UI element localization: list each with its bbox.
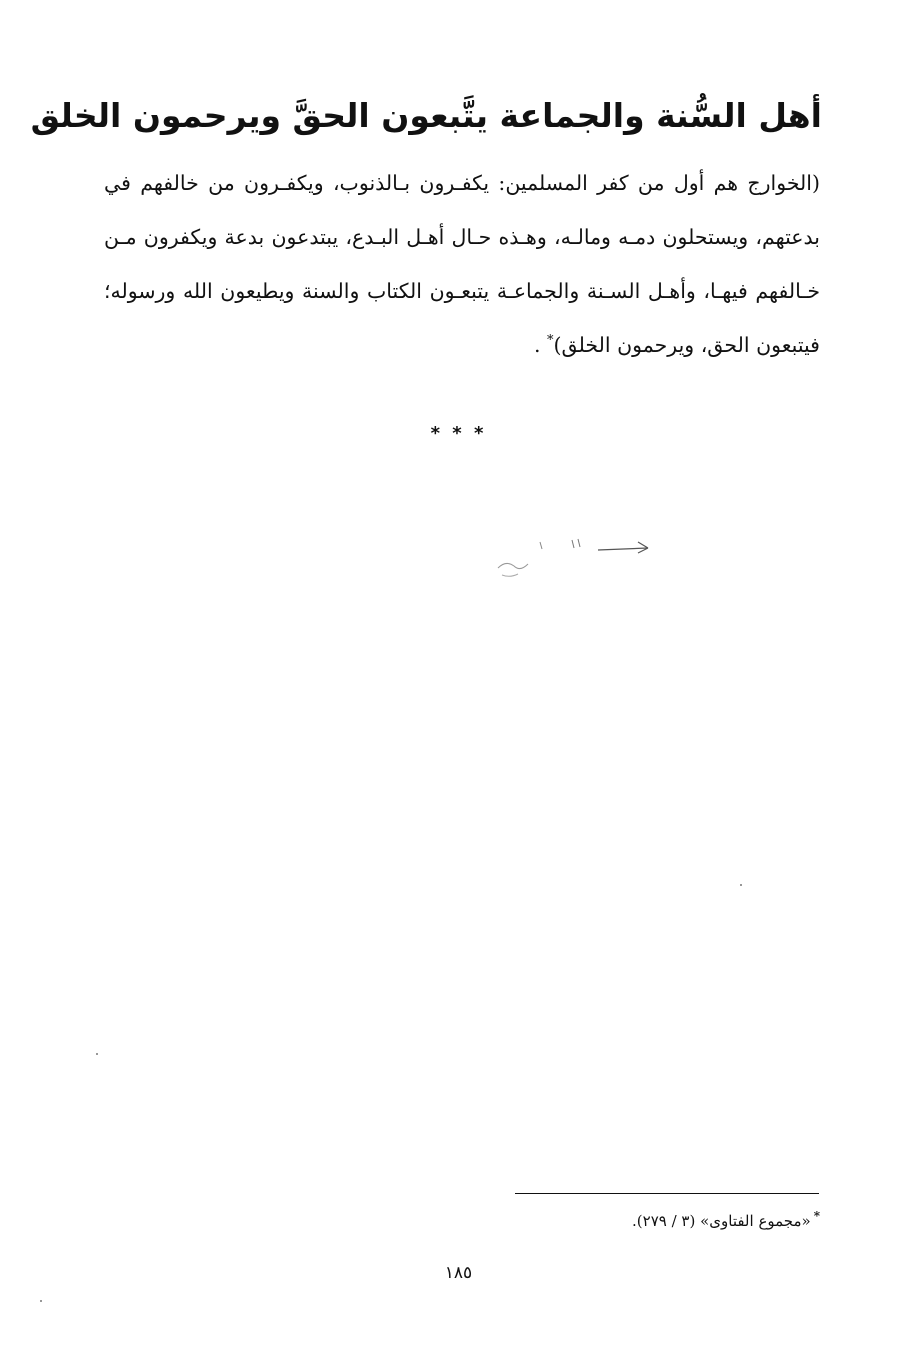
quote-end-period: . — [533, 333, 541, 357]
scan-speck — [40, 1300, 42, 1302]
scan-speck — [96, 1053, 98, 1055]
quote-paragraph — [104, 156, 820, 372]
handwritten-pencil-mark — [490, 520, 660, 590]
section-separator: * * * — [430, 423, 487, 444]
footnote-divider — [515, 1193, 819, 1194]
scan-speck — [740, 884, 742, 886]
quote-text: (الخوارج هم أول من كفر المسلمين: يكفـرون بـالذنوب، ويكفـرون من خالفهم في بدعتهم، ويستحلون دمـه ومالـه، وهـذه حـال أهـل البـدع، يبتدعون بدعة ويكفرون مـن خـالفهم فيهـا، وأهـل السـنة والجماعـة يتبعـون الكتاب والسنة ويطيعون الله ورسوله؛ فيتبعون الحق، ويرحمون الخلق) — [104, 171, 820, 357]
footnote — [420, 1208, 820, 1234]
page-title: أهل السُّنة والجماعة يتَّبعون الحقَّ ويرحمون الخلق — [30, 96, 822, 135]
footnote-reference-marker: * — [547, 333, 554, 349]
footnote-star: * — [813, 1209, 820, 1223]
page-number: ١٨٥ — [444, 1263, 473, 1283]
footnote-text: «مجموع الفتاوى» (٣ / ٢٧٩). — [632, 1212, 811, 1230]
